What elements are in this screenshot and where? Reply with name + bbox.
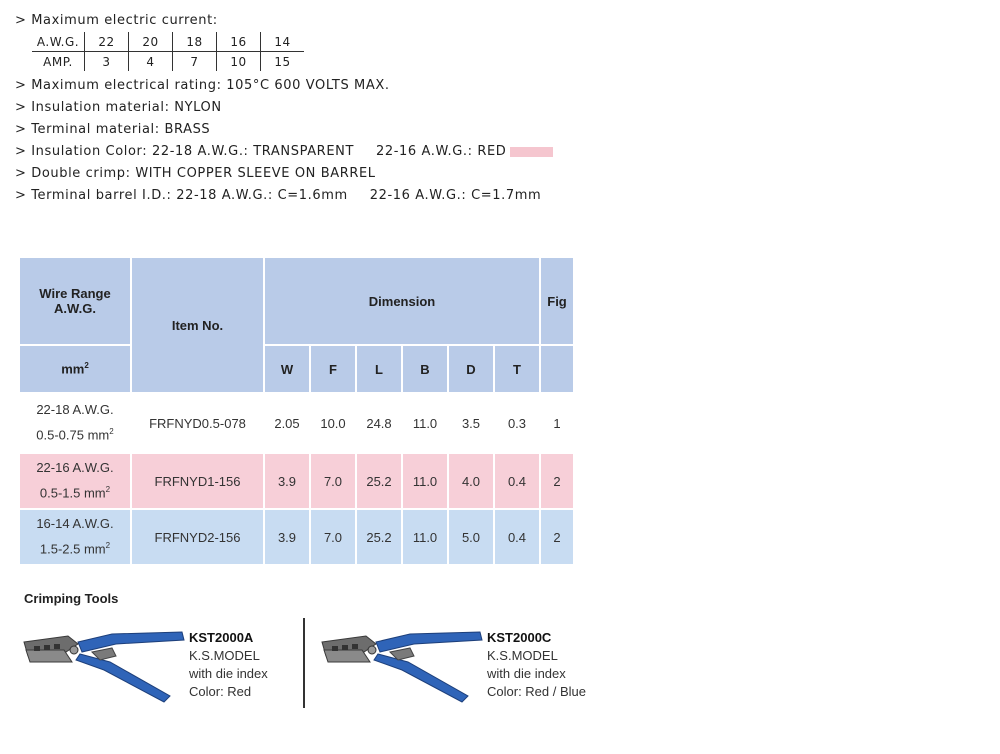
- crimping-tool-image: [318, 622, 483, 704]
- tool-handle-lower: [374, 654, 468, 702]
- dim-d-header: D: [448, 345, 494, 393]
- spec-double-crimp: > Double crimp: WITH COPPER SLEEVE ON BARREL: [15, 166, 376, 181]
- dim-l-cell: 25.2: [356, 453, 402, 509]
- mm-value: 1.5-2.5 mm: [39, 541, 106, 557]
- tool-jaw-lower: [324, 650, 370, 662]
- tool-line3: Color: Red: [189, 684, 252, 699]
- spec-barrel: [15, 185, 615, 207]
- item-no-cell: FRFNYD0.5-078: [131, 393, 264, 453]
- mm-header: [19, 345, 131, 393]
- amp-cell: 3: [85, 52, 129, 72]
- dim-t-header: T: [494, 345, 540, 393]
- tool-die-slot: [54, 644, 60, 649]
- awg-row: [32, 32, 304, 52]
- barrel-a: > Terminal barrel I.D.: 22-18 A.W.G.: C=1.6mm: [15, 188, 348, 203]
- dim-d-cell: 5.0: [448, 509, 494, 565]
- tool-line3: Color: Red / Blue: [487, 684, 586, 699]
- tool-die-slot: [342, 645, 348, 650]
- dim-b-cell: 11.0: [402, 509, 448, 565]
- tool-handle-upper: [376, 632, 482, 652]
- tool-die-slot: [34, 646, 40, 651]
- dim-l-cell: 25.2: [356, 509, 402, 565]
- dim-f-cell: 7.0: [310, 509, 356, 565]
- mm-sup: 2: [84, 361, 89, 371]
- table-row: [19, 509, 574, 565]
- dim-b-cell: 11.0: [402, 393, 448, 453]
- mm-sup: 2: [105, 485, 111, 495]
- awg-cell: 16: [217, 32, 261, 52]
- crimping-tool-image: [20, 622, 185, 704]
- dim-d-cell: 3.5: [448, 393, 494, 453]
- dim-w-header: W: [264, 345, 310, 393]
- awg-label: A.W.G.: [54, 301, 96, 316]
- dim-w-cell: 3.9: [264, 453, 310, 509]
- dim-t-cell: 0.3: [494, 393, 540, 453]
- item-no-cell: FRFNYD1-156: [131, 453, 264, 509]
- dim-f-cell: 7.0: [310, 453, 356, 509]
- dim-d-cell: 4.0: [448, 453, 494, 509]
- fig-cell: 2: [540, 453, 574, 509]
- dim-f-header: F: [310, 345, 356, 393]
- tool-line2: with die index: [189, 666, 268, 681]
- tool-line2: with die index: [487, 666, 566, 681]
- awg-value: 16-14 A.W.G.: [36, 516, 114, 532]
- tool-jaw-lower: [26, 650, 72, 662]
- amp-label: AMP.: [32, 52, 85, 72]
- mm-value: 0.5-1.5 mm: [39, 485, 106, 501]
- mm-sup: 2: [109, 427, 114, 437]
- fig-cell: 1: [540, 393, 574, 453]
- color-transparent: > Insulation Color: 22-18 A.W.G.: TRANSPARENT: [15, 144, 354, 159]
- red-swatch: [510, 147, 553, 157]
- fig-header: Fig: [540, 257, 574, 345]
- item-no-cell: FRFNYD2-156: [131, 509, 264, 565]
- amp-cell: 15: [274, 54, 291, 69]
- tool-pivot: [70, 646, 78, 654]
- header-row: [19, 257, 574, 345]
- tool-handle-lower: [76, 654, 170, 702]
- dim-w-cell: 2.05: [264, 393, 310, 453]
- wire-range-label: Wire Range: [39, 286, 111, 301]
- table-row: [19, 393, 574, 453]
- mm-sup: 2: [105, 541, 111, 551]
- amp-cell: 4: [129, 52, 173, 72]
- color-red: 22-16 A.W.G.: RED: [376, 144, 507, 159]
- crimping-tools-title: Crimping Tools: [24, 591, 119, 606]
- awg-value: 22-16 A.W.G.: [36, 460, 114, 476]
- spec-table: [18, 256, 575, 566]
- amp-table: [32, 32, 304, 71]
- table-row: [19, 453, 574, 509]
- tool-info: [487, 629, 586, 701]
- item-no-header: Item No.: [131, 257, 264, 393]
- dim-b-cell: 11.0: [402, 453, 448, 509]
- spec-current-label: > Maximum electric current:: [15, 13, 218, 28]
- amp-cell: 7: [173, 52, 217, 72]
- dimension-header: Dimension: [264, 257, 540, 345]
- dim-l-cell: 24.8: [356, 393, 402, 453]
- awg-cell: 22: [85, 32, 129, 52]
- awg-value: 22-18 A.W.G.: [36, 402, 114, 418]
- tool-info: [189, 629, 268, 701]
- awg-label: A.W.G.: [32, 32, 85, 52]
- tool-line1: K.S.MODEL: [189, 648, 260, 663]
- subheader-row: [19, 345, 574, 393]
- spec-insulation-material: > Insulation material: NYLON: [15, 100, 222, 115]
- tool-pivot: [368, 646, 376, 654]
- tool-handle-upper: [78, 632, 184, 652]
- dim-b-header: B: [402, 345, 448, 393]
- tool-die-slot: [352, 644, 358, 649]
- spec-terminal-material: > Terminal material: BRASS: [15, 122, 211, 137]
- fig-subheader: [540, 345, 574, 393]
- wire-range-cell: [19, 453, 131, 509]
- tool-model: KST2000C: [487, 630, 552, 645]
- awg-cell: 20: [129, 32, 173, 52]
- tool-die-slot: [44, 645, 50, 650]
- tool-divider: [303, 618, 305, 708]
- amp-row: [32, 52, 304, 72]
- amp-cell: 10: [217, 52, 261, 72]
- dim-t-cell: 0.4: [494, 509, 540, 565]
- dim-w-cell: 3.9: [264, 509, 310, 565]
- dim-f-cell: 10.0: [310, 393, 356, 453]
- barrel-b: 22-16 A.W.G.: C=1.7mm: [369, 188, 542, 203]
- dim-l-header: L: [356, 345, 402, 393]
- wire-range-header: [19, 257, 131, 345]
- wire-range-cell: [19, 509, 131, 565]
- mm-value: 0.5-0.75 mm: [36, 427, 110, 443]
- dim-t-cell: 0.4: [494, 453, 540, 509]
- wire-range-cell: [19, 393, 131, 453]
- tool-die-slot: [332, 646, 338, 651]
- mm-label: mm: [61, 361, 85, 377]
- tool-model: KST2000A: [189, 630, 254, 645]
- awg-cell: 18: [173, 32, 217, 52]
- spec-list: [15, 10, 615, 207]
- spec-insulation-color: [15, 141, 615, 163]
- fig-cell: 2: [540, 509, 574, 565]
- tool-line1: K.S.MODEL: [487, 648, 558, 663]
- awg-cell: 14: [261, 32, 305, 52]
- spec-rating: > Maximum electrical rating: 105°C 600 VOLTS MAX.: [15, 78, 390, 93]
